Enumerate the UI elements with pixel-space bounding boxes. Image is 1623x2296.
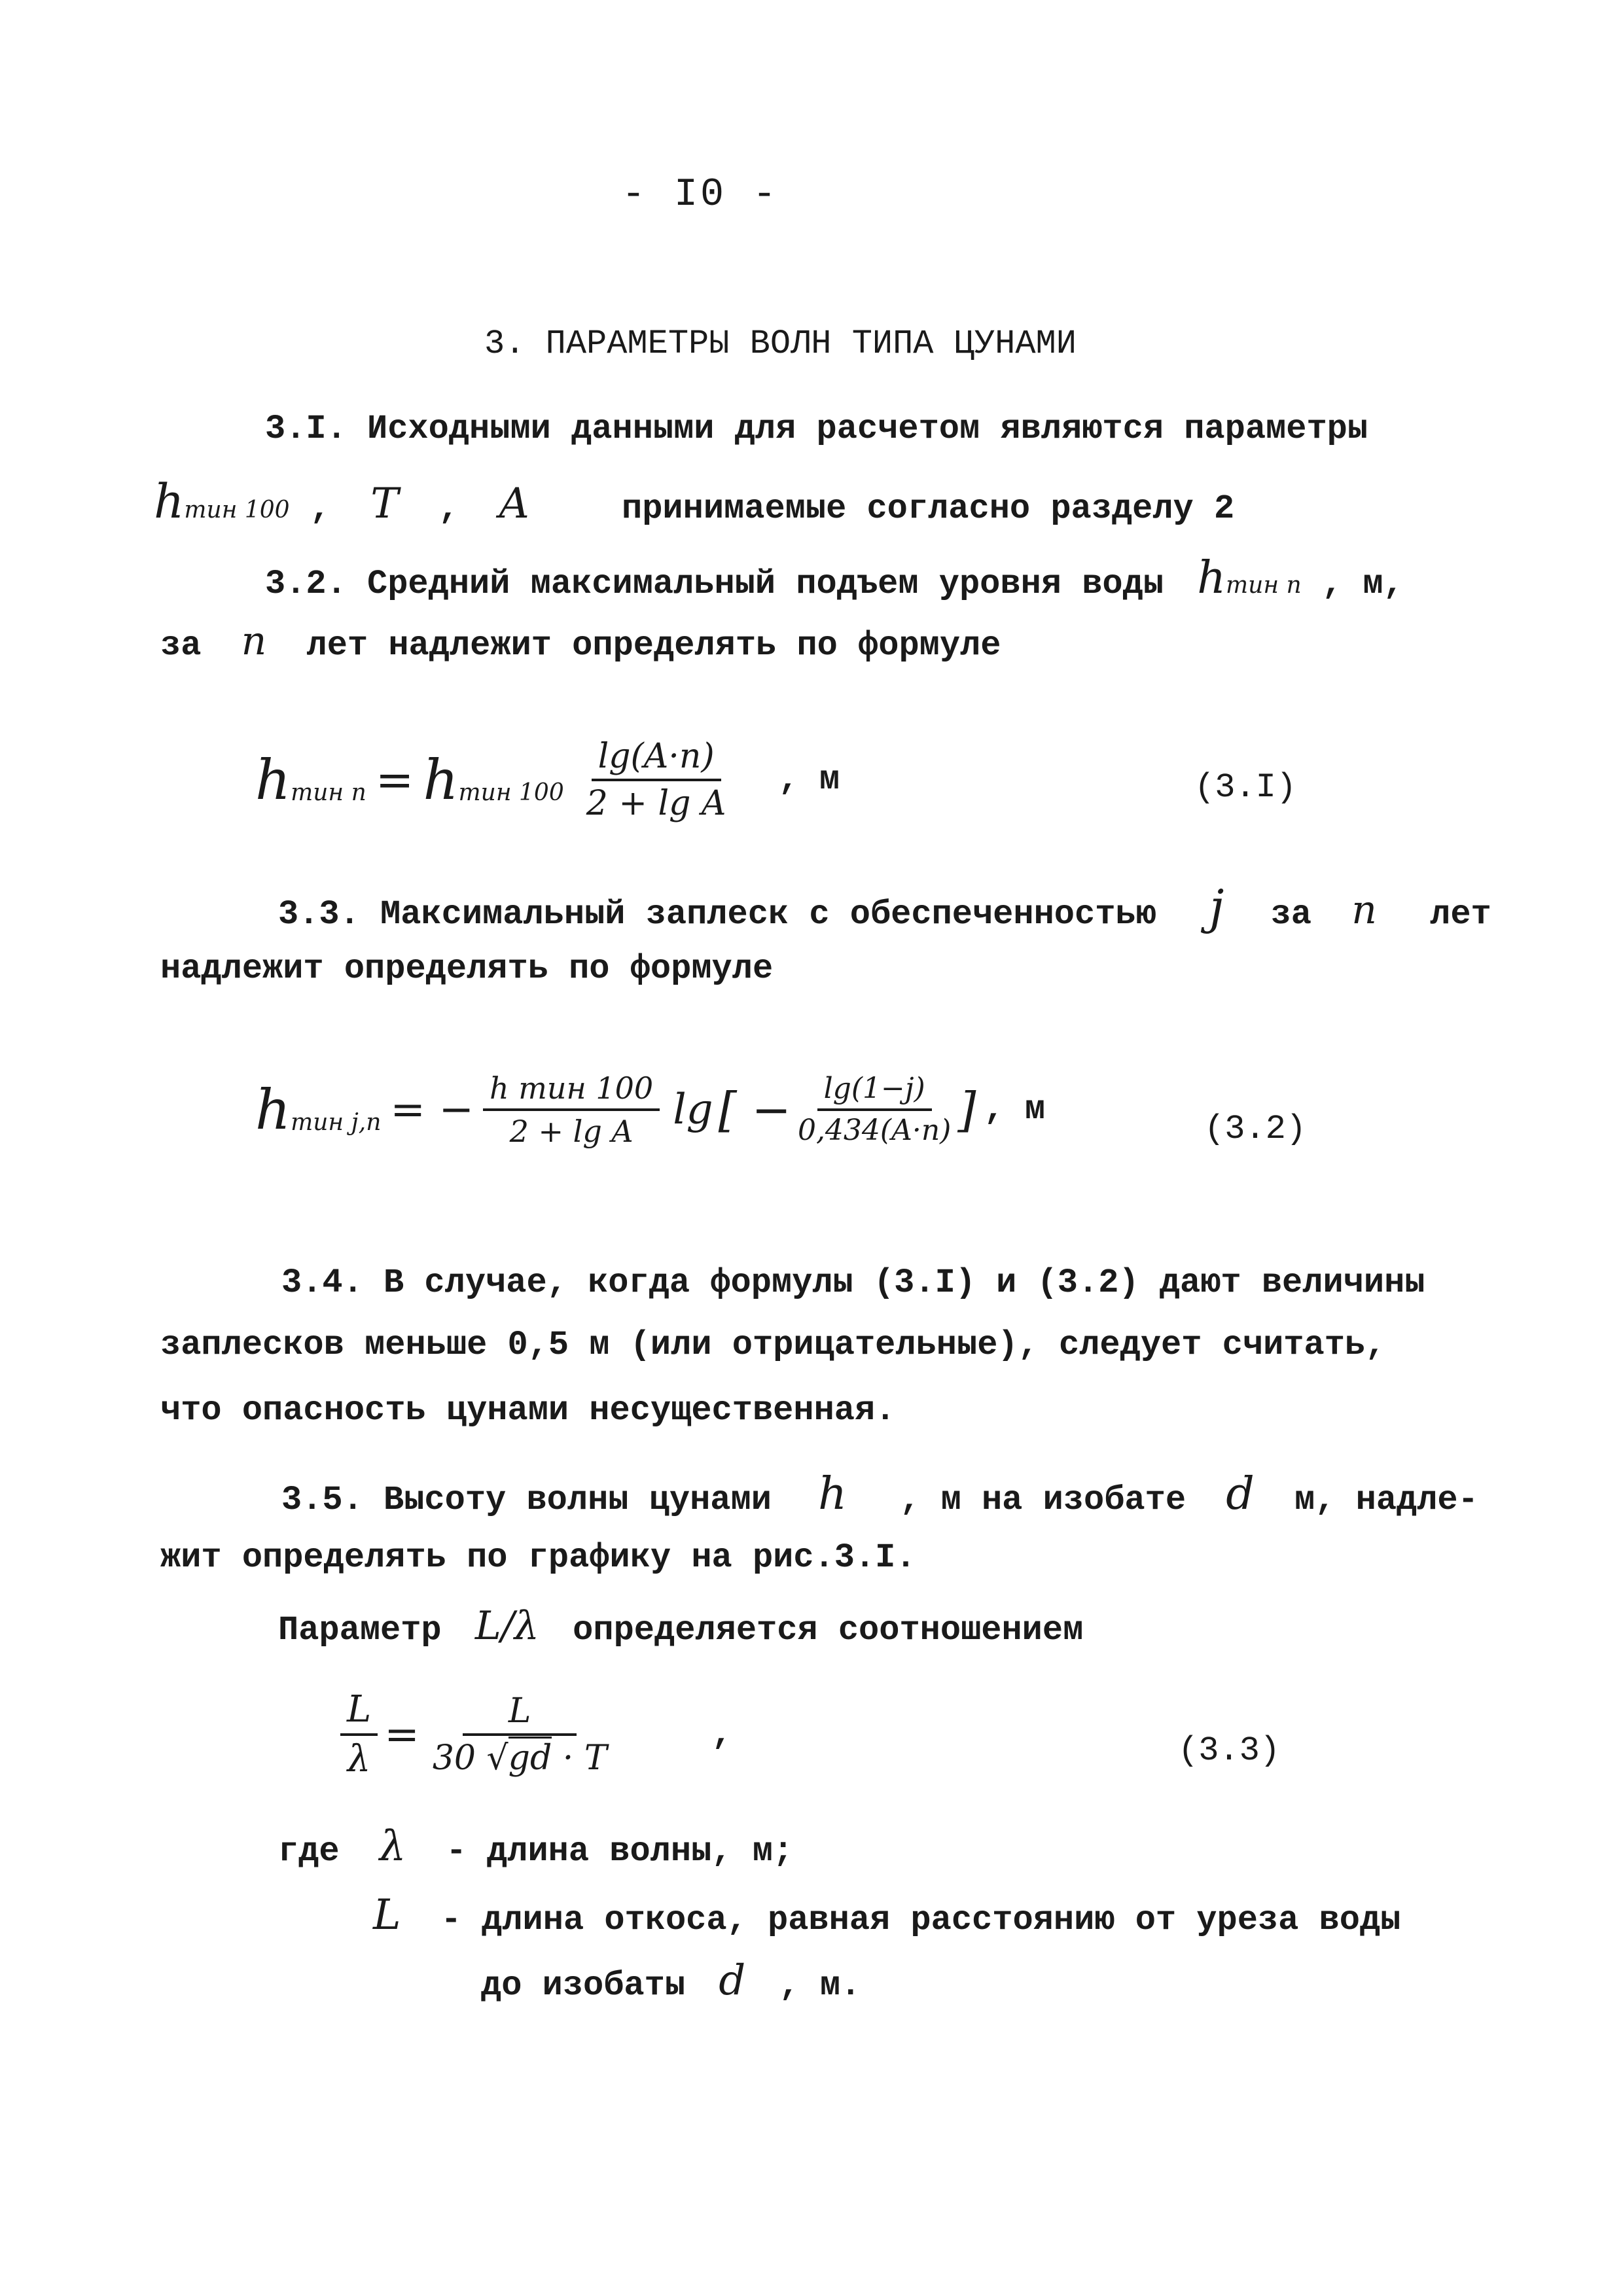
eq-bracket-open: [ − <box>718 1082 791 1137</box>
paragraph-3-5-line1 <box>281 1468 1478 1520</box>
text: м, надле- <box>1294 1481 1478 1519</box>
text: - длина откоса, равная расстоянию от уреза воды <box>440 1901 1401 1939</box>
symbol-h: h <box>818 1468 847 1520</box>
section-title: 3. ПАРАМЕТРЫ ВОЛН ТИПА ЦУНАМИ <box>484 325 1077 363</box>
eq-denominator: λ <box>347 1738 371 1780</box>
eq-lhs-fraction <box>340 1688 378 1780</box>
equation-number: (3.3) <box>1178 1731 1281 1770</box>
eq-bracket-close: ] <box>957 1082 976 1137</box>
text: где <box>278 1832 340 1871</box>
paragraph-3-3-line1 <box>278 879 1491 934</box>
text: за <box>160 626 202 665</box>
symbol-A: A <box>499 480 529 528</box>
paragraph-3-1-line1: 3.I. Исходными данными для расчетом являются параметры <box>265 410 1368 448</box>
paragraph-3-1-tail: принимаемые согласно разделу 2 <box>622 489 1235 528</box>
equation-3-2 <box>255 1070 1046 1149</box>
eq-numerator: L <box>463 1694 577 1736</box>
eq-lhs-subscript: тин n <box>291 779 366 806</box>
eq-lg: lg <box>673 1086 713 1134</box>
eq-rhs: h <box>423 748 459 812</box>
where-L-line2 <box>481 1956 861 2005</box>
parameter-line <box>278 1603 1084 1650</box>
text: определяется соотношением <box>573 1611 1084 1650</box>
paragraph-3-2-line2 <box>160 618 1001 665</box>
paragraph-3-1-line2 <box>154 474 1235 529</box>
symbol-d: d <box>1226 1468 1255 1520</box>
eq-denominator: 2 + lg A <box>509 1114 633 1149</box>
eq-numerator: lg(1−j) <box>817 1074 932 1111</box>
paragraph-3-5-line2: жит определять по графику на рис.3.I. <box>160 1538 916 1577</box>
eq-numerator: h тин 100 <box>483 1073 660 1111</box>
text: до изобаты <box>481 1966 686 2005</box>
paragraph-3-2-line1 <box>265 552 1404 604</box>
where-L-line <box>373 1891 1401 1939</box>
text: за <box>1270 895 1312 934</box>
eq-unit: , м <box>984 1090 1046 1129</box>
eq-comma: , <box>711 1715 732 1754</box>
eq-denominator <box>426 1736 614 1778</box>
equation-3-1 <box>255 739 840 821</box>
symbol-h: h <box>1197 552 1226 604</box>
eq-equals: = <box>384 1710 419 1759</box>
sqrt-radicand: gd <box>508 1737 552 1778</box>
paragraph-3-4-line3: что опасность цунами несущественная. <box>160 1391 896 1430</box>
symbol-h: h <box>154 474 185 529</box>
symbol-n: n <box>241 618 267 664</box>
eq-equals: = <box>375 753 414 807</box>
unit: , м, <box>1321 565 1404 603</box>
separator: , <box>310 489 331 528</box>
symbol-T: T <box>370 480 399 528</box>
page-number: - I0 - <box>622 173 779 217</box>
text: лет <box>1430 895 1491 934</box>
eq-fraction <box>580 739 733 821</box>
symbol-L-over-lambda: L/λ <box>474 1603 539 1649</box>
eq-lhs: h <box>255 748 291 812</box>
eq-denominator: 2 + lg A <box>586 784 726 823</box>
eq-numerator: lg(A·n) <box>592 739 721 781</box>
text: , м. <box>779 1966 861 2005</box>
eq-denominator: 0,434(A·n) <box>797 1114 952 1147</box>
paragraph-3-4-line2: заплесков меньше 0,5 м (или отрицательные), следует считать, <box>160 1326 1386 1364</box>
text: Параметр <box>278 1611 442 1650</box>
paragraph-3-2-lead: 3.2. Средний максимальный подъем уровня воды <box>265 565 1164 603</box>
equation-number: (3.2) <box>1204 1110 1307 1148</box>
eq-lhs: h <box>255 1078 291 1142</box>
eq-rhs-subscript: тин 100 <box>458 779 564 806</box>
text: - длина волны, м; <box>446 1832 794 1871</box>
text: 3.5. Высоту волны цунами <box>281 1481 772 1519</box>
eq-unit: , м <box>778 760 840 799</box>
where-lambda-line <box>278 1822 794 1871</box>
square-root-icon: √ <box>486 1739 508 1778</box>
den-coefficient: 30 <box>432 1739 476 1778</box>
eq-equals-minus: = − <box>390 1086 474 1134</box>
text: 3.3. Максимальный заплеск с обеспеченностью <box>278 895 1156 934</box>
text: , м на изобате <box>900 1481 1186 1519</box>
eq-lhs-subscript: тин j,n <box>291 1109 382 1136</box>
paragraph-3-3-line2: надлежит определять по формуле <box>160 949 774 988</box>
eq-rhs-fraction <box>426 1691 614 1778</box>
separator: , <box>438 489 459 528</box>
paragraph-3-4-line1: 3.4. В случае, когда формулы (3.I) и (3.2) дают величины <box>281 1263 1425 1302</box>
symbol-L: L <box>373 1891 401 1939</box>
symbol-n: n <box>1351 887 1377 933</box>
eq-fraction-1 <box>483 1070 660 1149</box>
eq-fraction-2 <box>791 1074 957 1145</box>
equation-3-3 <box>340 1688 732 1780</box>
symbol-h-subscript: тин 100 <box>184 497 290 523</box>
eq-numerator: L <box>340 1691 378 1736</box>
text: лет надлежит определять по формуле <box>306 626 1001 665</box>
symbol-lambda: λ <box>379 1822 406 1871</box>
symbol-d: d <box>719 1956 746 2005</box>
symbol-h-subscript: тин n <box>1226 572 1302 599</box>
den-period: · T <box>562 1739 607 1778</box>
equation-number: (3.I) <box>1194 768 1297 807</box>
symbol-j: j <box>1209 879 1224 934</box>
